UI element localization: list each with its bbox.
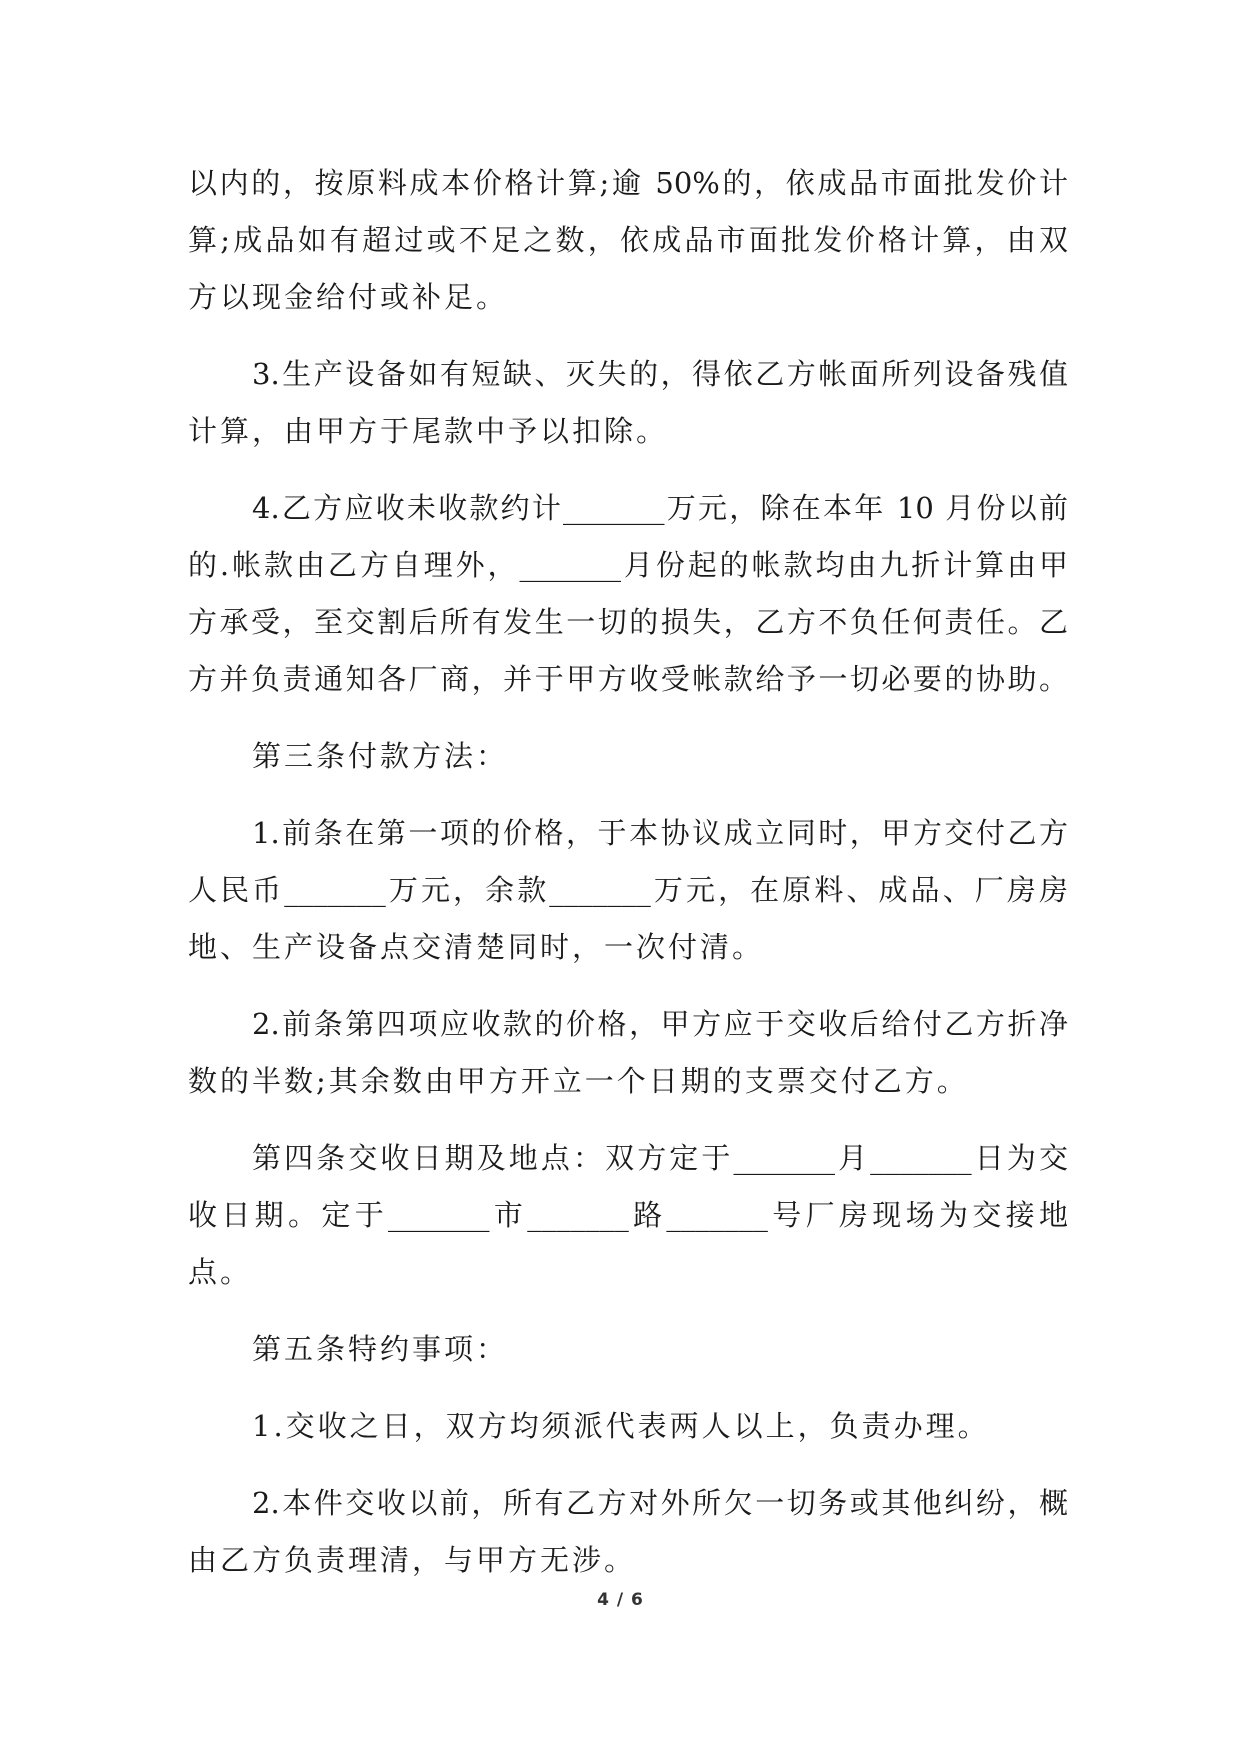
text-line: 计算，由甲方于尾款中予以扣除。 xyxy=(188,414,669,448)
text-line: 方并负责通知各厂商，并于甲方收受帐款给予一切必要的协助。 xyxy=(188,662,1068,696)
text-line: 点。 xyxy=(188,1255,253,1289)
text-line: 1.交收之日，双方均须派代表两人以上，负责办理。 xyxy=(252,1409,990,1443)
text-line: 由乙方负责理清，与甲方无涉。 xyxy=(188,1543,637,1577)
text-line: 4.乙方应收未收款约计_______万元，除在本年 10 月份以前 xyxy=(252,491,1068,525)
text-line: 2.本件交收以前，所有乙方对外所欠一切务或其他纠纷，概 xyxy=(252,1486,1068,1520)
page-number: 4 / 6 xyxy=(597,1590,644,1610)
section-heading: 第五条特约事项： xyxy=(252,1332,509,1366)
text-line: 方承受，至交割后所有发生一切的损失，乙方不负任何责任。乙 xyxy=(188,605,1068,639)
text-line: 数的半数;其余数由甲方开立一个日期的支票交付乙方。 xyxy=(188,1064,969,1098)
text-line: 2.前条第四项应收款的价格，甲方应于交收后给付乙方折净 xyxy=(252,1007,1068,1041)
text-line: 以内的，按原料成本价格计算;逾 50%的，依成品市面批发价计 xyxy=(188,166,1068,200)
text-line: 收日期。定于_______市_______路_______号厂房现场为交接地 xyxy=(188,1198,1068,1232)
section-heading: 第三条付款方法： xyxy=(252,739,509,773)
text-line: 方以现金给付或补足。 xyxy=(188,280,509,314)
text-line: 3.生产设备如有短缺、灭失的，得依乙方帐面所列设备残值 xyxy=(252,357,1068,391)
text-line: 的.帐款由乙方自理外，_______月份起的帐款均由九折计算由甲 xyxy=(188,548,1068,582)
text-line: 1.前条在第一项的价格，于本协议成立同时，甲方交付乙方 xyxy=(252,816,1068,850)
text-line: 算;成品如有超过或不足之数，依成品市面批发价格计算，由双 xyxy=(188,223,1068,257)
text-line: 地、生产设备点交清楚同时，一次付清。 xyxy=(188,930,765,964)
text-line: 人民币_______万元，余款_______万元，在原料、成品、厂房房 xyxy=(188,873,1068,907)
text-line: 第四条交收日期及地点：双方定于_______月_______日为交 xyxy=(252,1141,1068,1175)
